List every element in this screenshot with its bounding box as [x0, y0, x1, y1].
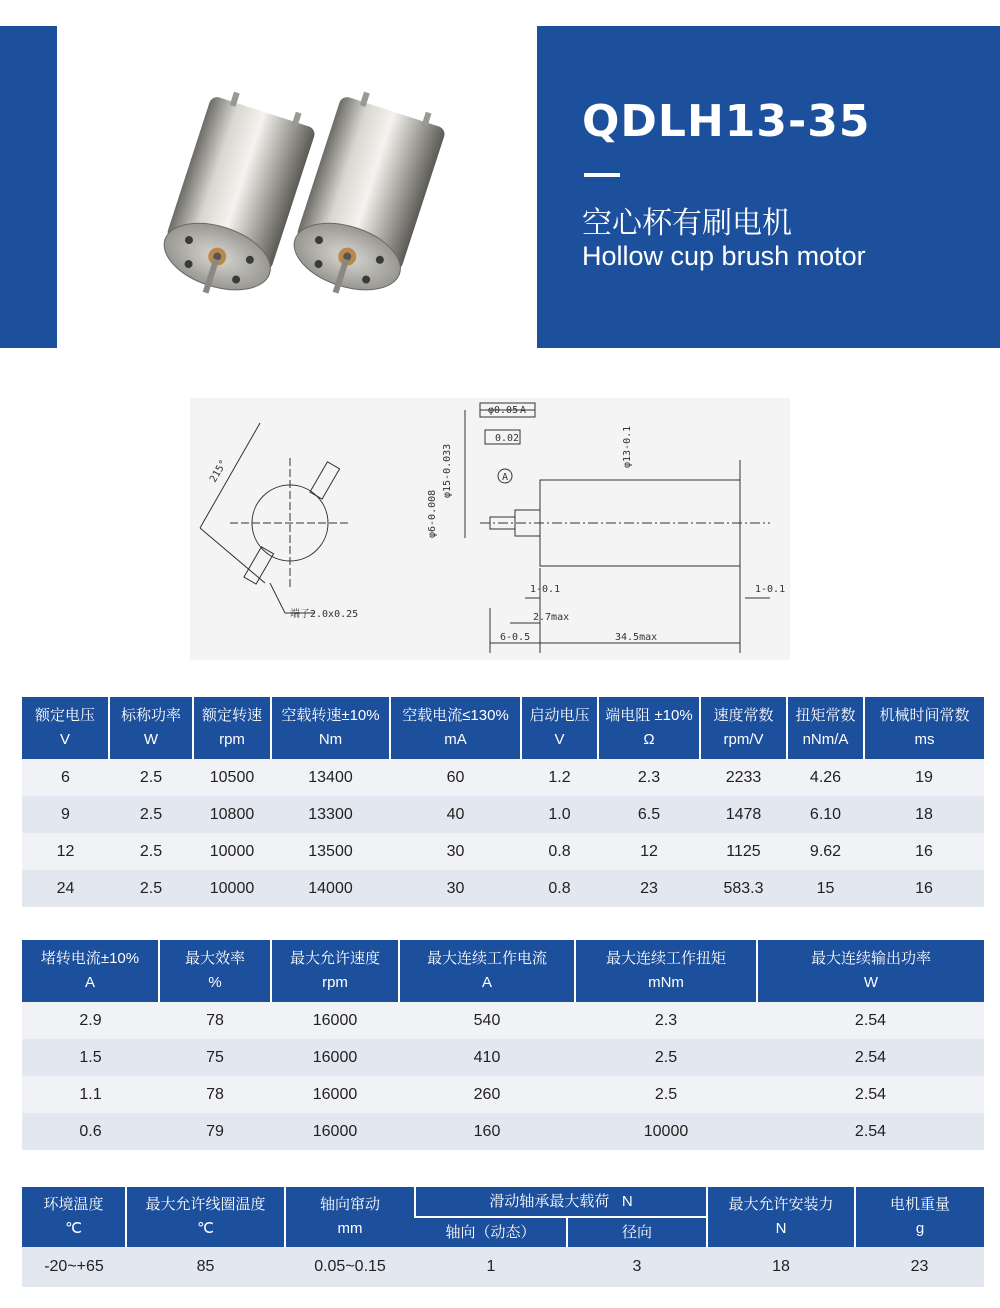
table-row: [22, 796, 984, 833]
table-row: [22, 1076, 984, 1113]
table-cell: 10800: [193, 796, 271, 833]
table-cell: 3: [567, 1247, 707, 1287]
table-cell: 1.1: [22, 1076, 159, 1113]
dim-flange-max: 2.7max: [533, 612, 570, 623]
table-cell: 13500: [271, 833, 390, 870]
table-cell: 2.3: [598, 759, 700, 796]
table-cell: 9: [22, 796, 109, 833]
table-cell: 30: [390, 870, 521, 907]
header-starting-voltage: 启动电压 V: [521, 697, 598, 759]
header-max-cont-torque: 最大连续工作扭矩 mNm: [575, 940, 757, 1002]
table-cell: 60: [390, 759, 521, 796]
table-cell: -20~+65: [22, 1247, 126, 1287]
table-row: [22, 1039, 984, 1076]
table-cell: 10000: [193, 870, 271, 907]
table-cell: 2.54: [757, 1039, 984, 1076]
table-cell: 16: [864, 833, 984, 870]
table-cell: 2233: [700, 759, 787, 796]
table-cell: 78: [159, 1076, 271, 1113]
header-nominal-power: 标称功率 W: [109, 697, 193, 759]
table-cell: 540: [399, 1002, 575, 1039]
dim-rear-len: 1-0.1: [755, 584, 786, 595]
table-cell: 30: [390, 833, 521, 870]
table-cell: 16: [864, 870, 984, 907]
table-cell: 1.0: [521, 796, 598, 833]
header-torque-constant: 扭矩常数 nNm/A: [787, 697, 864, 759]
spec-table-3: [22, 1187, 984, 1287]
table-row: [22, 759, 984, 796]
dim-datum: A: [520, 405, 527, 416]
dim-terminal: 端子2.0x0.25: [290, 609, 359, 620]
table-cell: 78: [159, 1002, 271, 1039]
table-cell: 2.3: [575, 1002, 757, 1039]
dim-flatness: φ0.05: [488, 405, 519, 416]
table-cell: 2.5: [575, 1039, 757, 1076]
dim-shaft-dia: φ6-0.008: [427, 489, 438, 538]
header-bearing-max-load: 滑动轴承最大载荷 N: [415, 1187, 707, 1217]
table-cell: 13400: [271, 759, 390, 796]
table-row: [22, 870, 984, 907]
dim-total-len: 34.5max: [615, 632, 658, 643]
header-max-speed: 最大允许速度 rpm: [271, 940, 399, 1002]
table-cell: 79: [159, 1113, 271, 1150]
table-row: [22, 1247, 984, 1287]
table-cell: 160: [399, 1113, 575, 1150]
table-cell: 16000: [271, 1039, 399, 1076]
table-cell: 2.54: [757, 1076, 984, 1113]
table-cell: 16000: [271, 1113, 399, 1150]
dim-runout: 0.02: [495, 433, 520, 444]
spec-table-1: [22, 697, 984, 907]
header-terminal-resistance: 端电阻 ±10% Ω: [598, 697, 700, 759]
table-row: [22, 1002, 984, 1039]
table-cell: 12: [598, 833, 700, 870]
title-divider: [584, 173, 620, 177]
header-axial-play: 轴向窜动 mm: [285, 1187, 415, 1247]
table-cell: 6: [22, 759, 109, 796]
table-cell: 13300: [271, 796, 390, 833]
table1-header-row: [22, 697, 984, 759]
table-cell: 2.54: [757, 1002, 984, 1039]
table-cell: 15: [787, 870, 864, 907]
table-cell: 16000: [271, 1002, 399, 1039]
header-rated-voltage: 额定电压 V: [22, 697, 109, 759]
left-accent-strip: [0, 26, 57, 348]
header-max-coil-temp: 最大允许线圈温度 ℃: [126, 1187, 285, 1247]
header-max-cont-current: 最大连续工作电流 A: [399, 940, 575, 1002]
table-cell: 1125: [700, 833, 787, 870]
table3-header-row: [22, 1187, 984, 1217]
table-cell: 23: [855, 1247, 984, 1287]
table-cell: 0.05~0.15: [285, 1247, 415, 1287]
table-cell: 1478: [700, 796, 787, 833]
table-cell: 260: [399, 1076, 575, 1113]
technical-drawing: [190, 398, 790, 660]
table-cell: 410: [399, 1039, 575, 1076]
header-axial-dynamic: 轴向（动态）: [415, 1217, 567, 1247]
header-no-load-current: 空载电流≤130% mA: [390, 697, 521, 759]
table-cell: 12: [22, 833, 109, 870]
table-cell: 2.5: [109, 870, 193, 907]
table-cell: 0.6: [22, 1113, 159, 1150]
table-cell: 10000: [193, 833, 271, 870]
dim-shaft-len: 6-0.5: [500, 632, 531, 643]
table-cell: 6.5: [598, 796, 700, 833]
table-cell: 2.5: [109, 833, 193, 870]
title-panel: [537, 26, 1000, 348]
header-max-efficiency: 最大效率 %: [159, 940, 271, 1002]
header-motor-weight: 电机重量 g: [855, 1187, 984, 1247]
table-cell: 2.54: [757, 1113, 984, 1150]
table-row: [22, 1113, 984, 1150]
dim-boss-dia: φ15-0.033: [442, 443, 453, 498]
table-cell: 14000: [271, 870, 390, 907]
table-cell: 23: [598, 870, 700, 907]
table-cell: 2.5: [575, 1076, 757, 1113]
table-cell: 583.3: [700, 870, 787, 907]
table2-header-row: [22, 940, 984, 1002]
header-radial: 径向: [567, 1217, 707, 1247]
product-name-cn: 空心杯有刷电机: [582, 206, 792, 241]
header-mech-time-constant: 机械时间常数 ms: [864, 697, 984, 759]
table-cell: 10000: [575, 1113, 757, 1150]
table-cell: 18: [707, 1247, 855, 1287]
product-photo: [150, 75, 450, 305]
table-cell: 1.5: [22, 1039, 159, 1076]
dim-boss-len: 1-0.1: [530, 584, 561, 595]
datum-a: A: [502, 472, 509, 483]
table-cell: 2.5: [109, 759, 193, 796]
table-cell: 2.9: [22, 1002, 159, 1039]
table-cell: 18: [864, 796, 984, 833]
spec-table-2: [22, 940, 984, 1150]
table-cell: 40: [390, 796, 521, 833]
table-cell: 2.5: [109, 796, 193, 833]
table-cell: 19: [864, 759, 984, 796]
header-max-mount-force: 最大允许安装力 N: [707, 1187, 855, 1247]
table-cell: 4.26: [787, 759, 864, 796]
table-cell: 1: [415, 1247, 567, 1287]
table-cell: 24: [22, 870, 109, 907]
dim-body-dia: φ13-0.1: [622, 425, 633, 468]
header-stall-current: 堵转电流±10% A: [22, 940, 159, 1002]
header-speed-constant: 速度常数 rpm/V: [700, 697, 787, 759]
table-cell: 6.10: [787, 796, 864, 833]
table-cell: 0.8: [521, 833, 598, 870]
header-no-load-speed: 空载转速±10% Nm: [271, 697, 390, 759]
header-max-cont-power: 最大连续输出功率 W: [757, 940, 984, 1002]
product-name-en: Hollow cup brush motor: [582, 241, 866, 271]
header-ambient-temp: 环境温度 ℃: [22, 1187, 126, 1247]
dim-angle: 215°: [208, 458, 230, 485]
table-cell: 9.62: [787, 833, 864, 870]
table-cell: 16000: [271, 1076, 399, 1113]
model-number: QDLH13-35: [582, 96, 871, 147]
table-cell: 1.2: [521, 759, 598, 796]
table-cell: 85: [126, 1247, 285, 1287]
table-cell: 75: [159, 1039, 271, 1076]
table-row: [22, 833, 984, 870]
header-rated-speed: 额定转速 rpm: [193, 697, 271, 759]
table-cell: 10500: [193, 759, 271, 796]
table-cell: 0.8: [521, 870, 598, 907]
